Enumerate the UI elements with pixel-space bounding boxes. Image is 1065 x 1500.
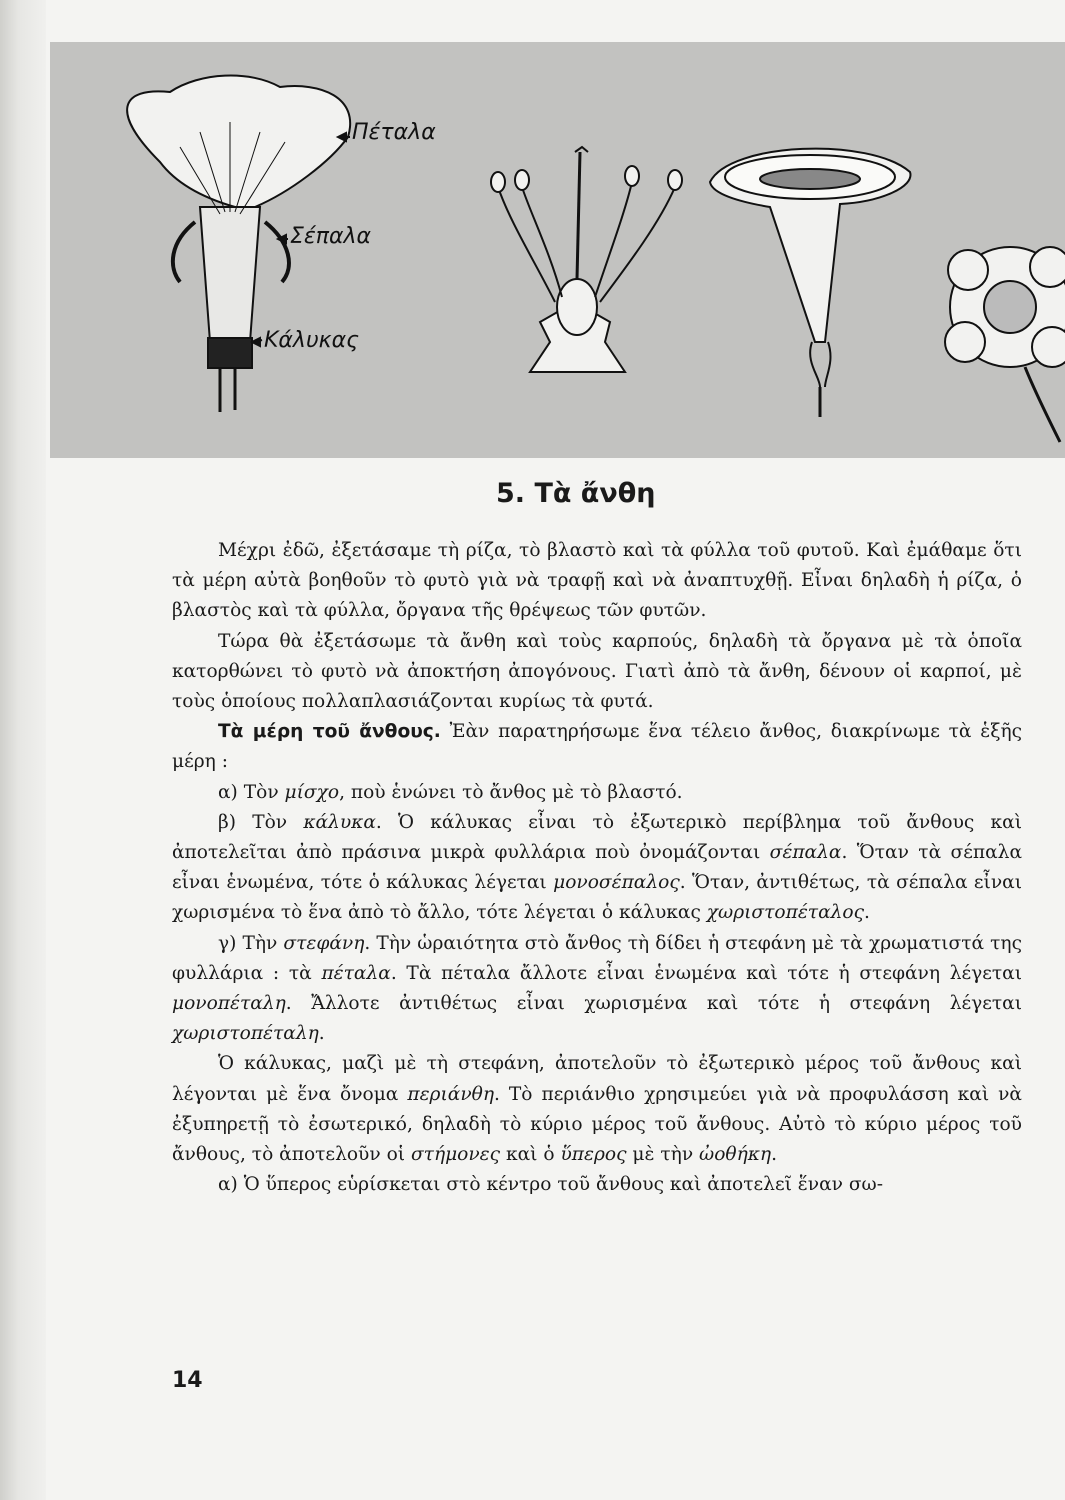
section-title: 5. Τὰ ἄνθη [496,478,656,509]
paragraph-flower-parts: Τὰ μέρη τοῦ ἄνθους. Ἐὰν παρατηρήσωμε ἕνα τέλειο ἄνθος, διακρίνωμε τὰ ἑξῆς μέρη : [172,721,1022,773]
page-edge [0,0,46,1500]
paragraph-perianth: Ὁ κάλυκας, μαζὶ μὲ τὴ στεφάνη, ἀποτελοῦν τὸ ἐξωτερικὸ μέρος τοῦ ἄνθους καὶ λέγονται μὲ ἕνα ὄνομα περιάνθη. Τὸ περιάνθιο χρησιμεύει γιὰ νὰ προφυλάσση καὶ νὰ ἐξυπηρετῇ τὸ ἐσωτερικό, δηλαδὴ τὸ κύριο μέρος τοῦ ἄνθους. Αὐτὸ τὸ κύριο μέρος τοῦ ἄνθους, τὸ ἀποτελοῦν οἱ στήμονες καὶ ὁ ὕπερος μὲ τὴν ὠοθήκη. [172,1053,1022,1166]
stamen-pistil-drawing [491,147,682,372]
paragraph-lead: Τὰ μέρη τοῦ ἄνθους. [218,721,441,743]
list-item-calyx: β) Τὸν κάλυκα. Ὁ κάλυκας εἶναι τὸ ἐξωτερικὸ περίβλημα τοῦ ἄνθους καὶ ἀποτελεῖται ἀπὸ πράσινα μικρὰ φυλλάρια ποὺ ὀνομάζονται σέπαλα. Ὅταν τὰ σέπαλα εἶναι ἑνωμένα, τότε ὁ κάλυκας λέγεται μονοσέπαλος. Ὅταν, ἀντιθέτως, τὰ σέπαλα εἶναι χωρισμένα τὸ ἕνα ἀπὸ τὸ ἄλλο, τότε λέγεται ὁ κάλυκας χωριστοπέταλος. [172,811,1023,924]
trumpet-flower-drawing [710,149,910,417]
paragraph-flowers-fruits: Τώρα θὰ ἐξετάσωμε τὰ ἄνθη καὶ τοὺς καρπούς, δηλαδὴ τὰ ὄργανα μὲ τὰ ὁποῖα κατορθώνει τὸ φυτὸ νὰ ἀποκτήση ἀπογόνους. Γιατὶ ἀπὸ τὰ ἄνθη, δένουν οἱ καρποί, μὲ τοὺς ὁποίους πολλαπλασιάζονται κυρίως τὰ φυτά. [172,630,1022,713]
flower-illustration [50,42,1065,458]
list-item-stalk: α) Τὸν μίσχο, ποὺ ἑνώνει τὸ ἄνθος μὲ τὸ βλαστό. [218,781,683,803]
page-number: 14 [172,1368,203,1393]
paragraph-intro: Μέχρι ἐδῶ, ἐξετάσαμε τὴ ρίζα, τὸ βλαστὸ καὶ τὰ φύλλα τοῦ φυτοῦ. Καὶ ἐμάθαμε ὅτι τὰ μέρη αὐτὰ βοηθοῦν τὸ φυτὸ γιὰ νὰ τραφῇ καὶ νὰ ἀναπτυχθῇ. Εἶναι δηλαδὴ ἡ ρίζα, ὁ βλαστὸς καὶ τὰ φύλλα, ὄργανα τῆς θρέψεως τῶν φυτῶν. [172,540,1022,622]
sepals-label: Σέπαλα [290,224,372,249]
list-item-pistil: α) Ὁ ὕπερος εὑρίσκεται στὸ κέντρο τοῦ ἄνθους καὶ ἀποτελεῖ ἕναν σω- [218,1174,883,1196]
body-text [172,536,1022,1200]
open-flower-drawing [945,247,1065,442]
list-item-corolla: γ) Τὴν στεφάνη. Τὴν ὡραιότητα στὸ ἄνθος τὴ δίδει ἡ στεφάνη μὲ τὰ χρωματιστά της φυλλάρια : τὰ πέταλα. Τὰ πέταλα ἄλλοτε εἶναι ἑνωμένα καὶ τότε ἡ στεφάνη λέγεται μονοπέταλη. Ἄλλοτε ἀντιθέτως εἶναι χωρισμένα καὶ τότε ἡ στεφάνη λέγεται χωριστοπέταλη. [172,932,1022,1045]
flower-drawings [50,42,1065,458]
calyx-label: Κάλυκας [264,328,360,353]
petals-label: Πέταλα [352,120,436,145]
